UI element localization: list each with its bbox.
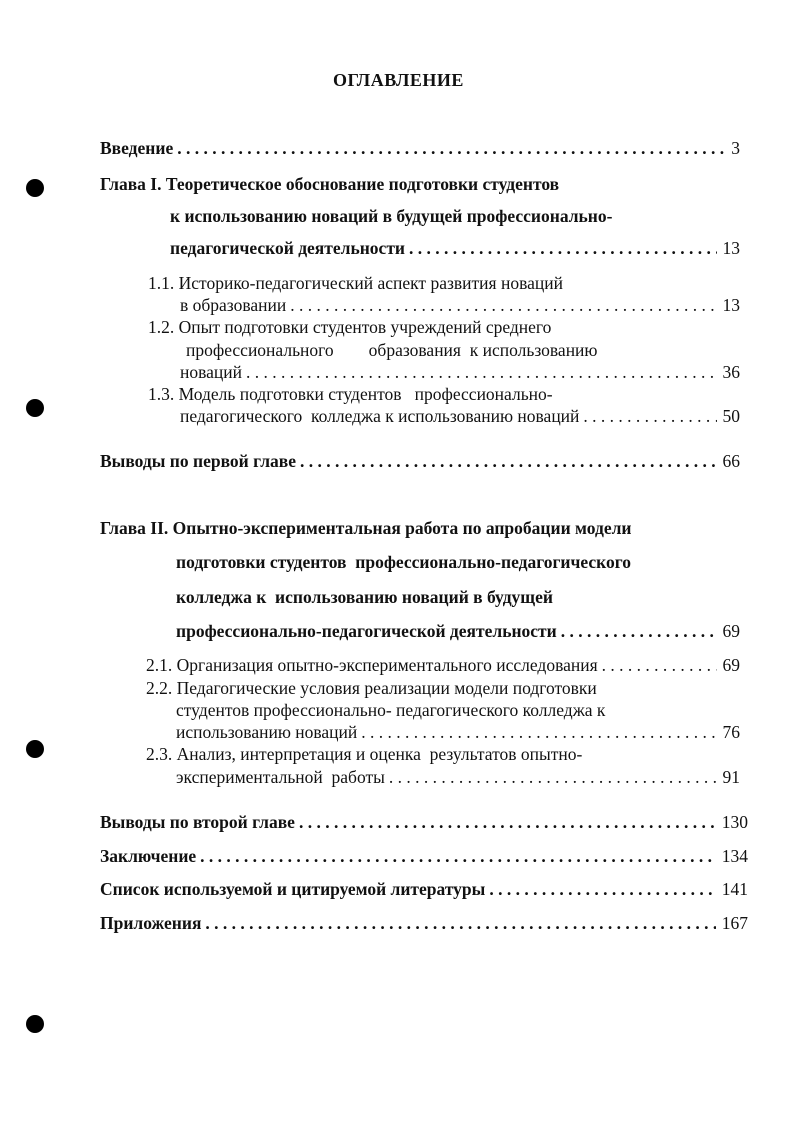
toc-page-number: 76 <box>722 722 740 742</box>
leader-dots <box>295 811 716 833</box>
leader-dots <box>296 450 717 472</box>
toc-page-number: 130 <box>721 812 748 832</box>
toc-entry-intro[interactable] <box>100 137 740 159</box>
toc-entry-2-3-line1[interactable]: 2.3. Анализ, интерпретация и оценка результатов опытно- <box>146 744 583 764</box>
toc-entry-label: Введение <box>100 138 174 158</box>
toc-entry-2-1[interactable] <box>146 654 740 676</box>
toc-page-number: 91 <box>722 767 740 787</box>
toc-entry-2-2[interactable] <box>176 721 740 743</box>
toc-page-number: 69 <box>722 655 740 675</box>
toc-entry-2-3[interactable] <box>176 766 740 788</box>
toc-entry-1-1[interactable] <box>180 294 740 316</box>
toc-entry-label: педагогической деятельности <box>170 238 405 258</box>
chapter2-heading-line2[interactable]: подготовки студентов профессионально-педагогического <box>176 552 631 572</box>
leader-dots <box>485 878 715 900</box>
leader-dots <box>357 721 716 743</box>
toc-entry-2-2-line1[interactable]: 2.2. Педагогические условия реализации модели подготовки <box>146 678 597 698</box>
toc-entry-label: Выводы по первой главе <box>100 451 296 471</box>
toc-page-number: 141 <box>721 879 748 899</box>
toc-page-number: 36 <box>722 362 740 382</box>
chapter2-heading-line3[interactable]: колледжа к использованию новаций в будущей <box>176 587 553 607</box>
toc-page-number: 50 <box>722 406 740 426</box>
leader-dots <box>557 620 717 642</box>
toc-entry-2-2-line2[interactable]: студентов профессионально- педагогического колледжа к <box>176 700 606 720</box>
toc-page-number: 13 <box>722 238 740 258</box>
leader-dots <box>173 137 725 159</box>
toc-entry-conclusion[interactable] <box>100 845 748 867</box>
toc-page-number: 13 <box>722 295 740 315</box>
toc-entry-label: Заключение <box>100 846 197 866</box>
chapter1-heading-line2[interactable]: к использованию новаций в будущей профессионально- <box>170 206 613 226</box>
toc-page-number: 3 <box>731 138 740 158</box>
toc-entry-label: Выводы по второй главе <box>100 812 295 832</box>
toc-entry-1-2-line2[interactable]: профессионального образования к использованию <box>186 340 598 360</box>
chapter2-heading-line1[interactable]: Глава II. Опытно-экспериментальная работа по апробации модели <box>100 518 632 538</box>
leader-dots <box>598 654 717 676</box>
toc-page-number: 69 <box>722 621 740 641</box>
toc-entry-label: новаций <box>180 362 243 382</box>
toc-entry-1-1-line1[interactable]: 1.1. Историко-педагогический аспект развития новаций <box>148 273 563 293</box>
toc-entry-1-3[interactable] <box>180 405 740 427</box>
chapter1-heading-line1[interactable]: Глава I. Теоретическое обоснование подготовки студентов <box>100 174 560 194</box>
leader-dots <box>242 361 716 383</box>
toc-entry-chapter2-conclusions[interactable] <box>100 811 748 833</box>
toc-title: ОГЛАВЛЕНИЕ <box>333 70 464 90</box>
toc-entry-label: Список используемой и цитируемой литературы <box>100 879 486 899</box>
toc-entry-label: профессионально-педагогической деятельности <box>176 621 557 641</box>
punch-hole <box>26 399 44 417</box>
toc-entry-label: использованию новаций <box>176 722 358 742</box>
toc-entry-label: в образовании <box>180 295 287 315</box>
toc-entry-literature[interactable] <box>100 878 748 900</box>
toc-entry-label: педагогического колледжа к использованию новаций <box>180 406 580 426</box>
leader-dots <box>579 405 716 427</box>
leader-dots <box>286 294 716 316</box>
toc-page-number: 66 <box>722 451 740 471</box>
punch-hole <box>26 740 44 758</box>
toc-entry-chapter1-conclusions[interactable] <box>100 450 740 472</box>
toc-entry-label: 2.1. Организация опытно-экспериментального исследования <box>146 655 598 675</box>
leader-dots <box>405 237 717 259</box>
punch-hole <box>26 1015 44 1033</box>
toc-entry-1-2[interactable] <box>180 361 740 383</box>
toc-page-number: 134 <box>721 846 748 866</box>
toc-entry-1-2-line1[interactable]: 1.2. Опыт подготовки студентов учреждений среднего <box>148 317 552 337</box>
toc-entry-1-3-line1[interactable]: 1.3. Модель подготовки студентов профессионально- <box>148 384 553 404</box>
toc-entry-chapter2[interactable] <box>176 620 740 642</box>
toc-entry-label: Приложения <box>100 913 202 933</box>
punch-hole <box>26 179 44 197</box>
leader-dots <box>385 766 717 788</box>
toc-page-number: 167 <box>721 913 748 933</box>
toc-entry-appendix[interactable] <box>100 912 748 934</box>
leader-dots <box>201 912 715 934</box>
leader-dots <box>196 845 716 867</box>
toc-entry-label: экспериментальной работы <box>176 767 385 787</box>
toc-entry-chapter1[interactable] <box>170 237 740 259</box>
